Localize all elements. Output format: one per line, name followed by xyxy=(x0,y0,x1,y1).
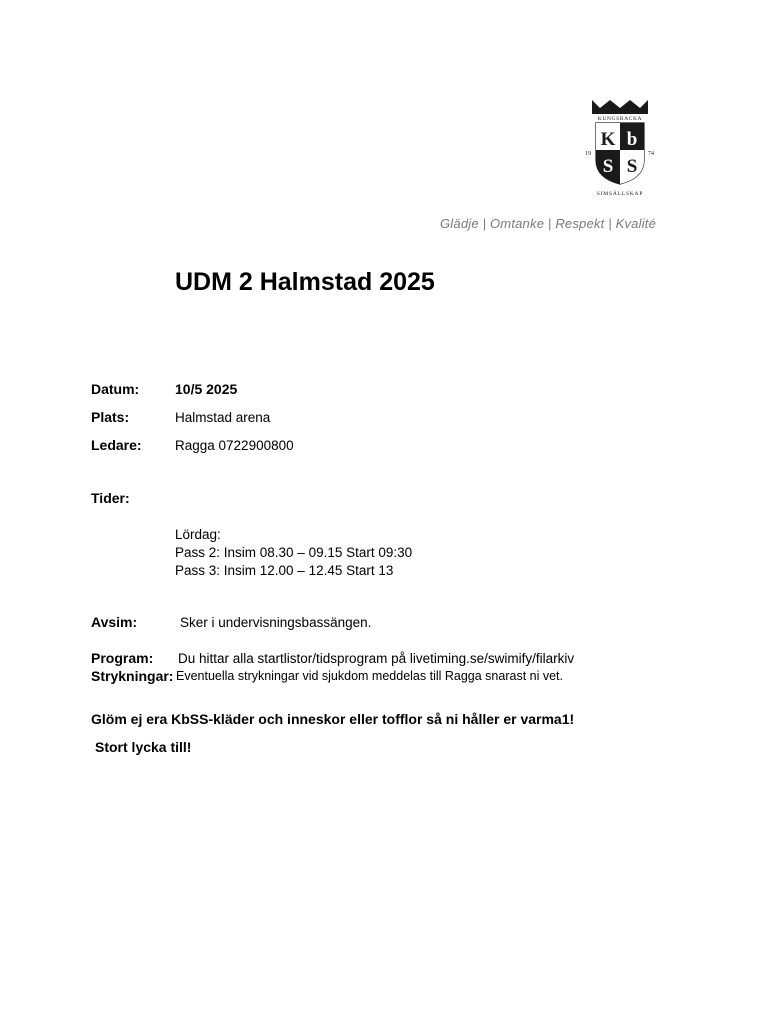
avsim-value: Sker i undervisningsbassängen. xyxy=(180,615,372,630)
ledare-value: Ragga 0722900800 xyxy=(175,438,294,453)
ledare-label: Ledare: xyxy=(91,437,142,453)
logo-letter-s2: S xyxy=(626,156,638,177)
program-label: Program: xyxy=(91,650,154,666)
tider-pass-3: Pass 3: Insim 12.00 – 12.45 Start 13 xyxy=(175,563,394,578)
logo-letter-s1: S xyxy=(602,156,614,177)
datum-label: Datum: xyxy=(91,381,140,397)
tider-label: Tider: xyxy=(91,490,130,506)
strykningar-label: Strykningar: xyxy=(91,668,174,684)
plats-value: Halmstad arena xyxy=(175,410,271,425)
plats-label: Plats: xyxy=(91,409,130,425)
program-value: Du hittar alla startlistor/tidsprogram på livetiming.se/swimify/filarkiv xyxy=(178,651,575,666)
club-motto: Glädje | Omtanke | Respekt | Kvalité xyxy=(440,216,657,231)
tider-pass-2: Pass 2: Insim 08.30 – 09.15 Start 09:30 xyxy=(175,545,413,560)
page-title: UDM 2 Halmstad 2025 xyxy=(175,268,435,296)
logo-year-right: 74 xyxy=(648,151,654,157)
logo-year-left: 19 xyxy=(585,151,591,157)
good-luck-text: Stort lycka till! xyxy=(95,739,192,755)
strykningar-value: Eventuella strykningar vid sjukdom meddelas till Ragga snarast ni vet. xyxy=(176,669,563,683)
tider-day: Lördag: xyxy=(175,527,221,542)
club-logo xyxy=(578,98,662,198)
avsim-label: Avsim: xyxy=(91,614,138,630)
datum-value: 10/5 2025 xyxy=(175,381,238,397)
logo-bottom-text: SIMSÄLLSKAP xyxy=(596,191,644,197)
reminder-text: Glöm ej era KbSS-kläder och inneskor eller tofflor så ni håller er varma1! xyxy=(91,711,575,727)
logo-letter-b: b xyxy=(626,129,638,150)
crown-icon xyxy=(592,100,648,114)
logo-letter-k: K xyxy=(600,129,616,150)
logo-top-text: KUNGSBACKA xyxy=(597,116,643,122)
